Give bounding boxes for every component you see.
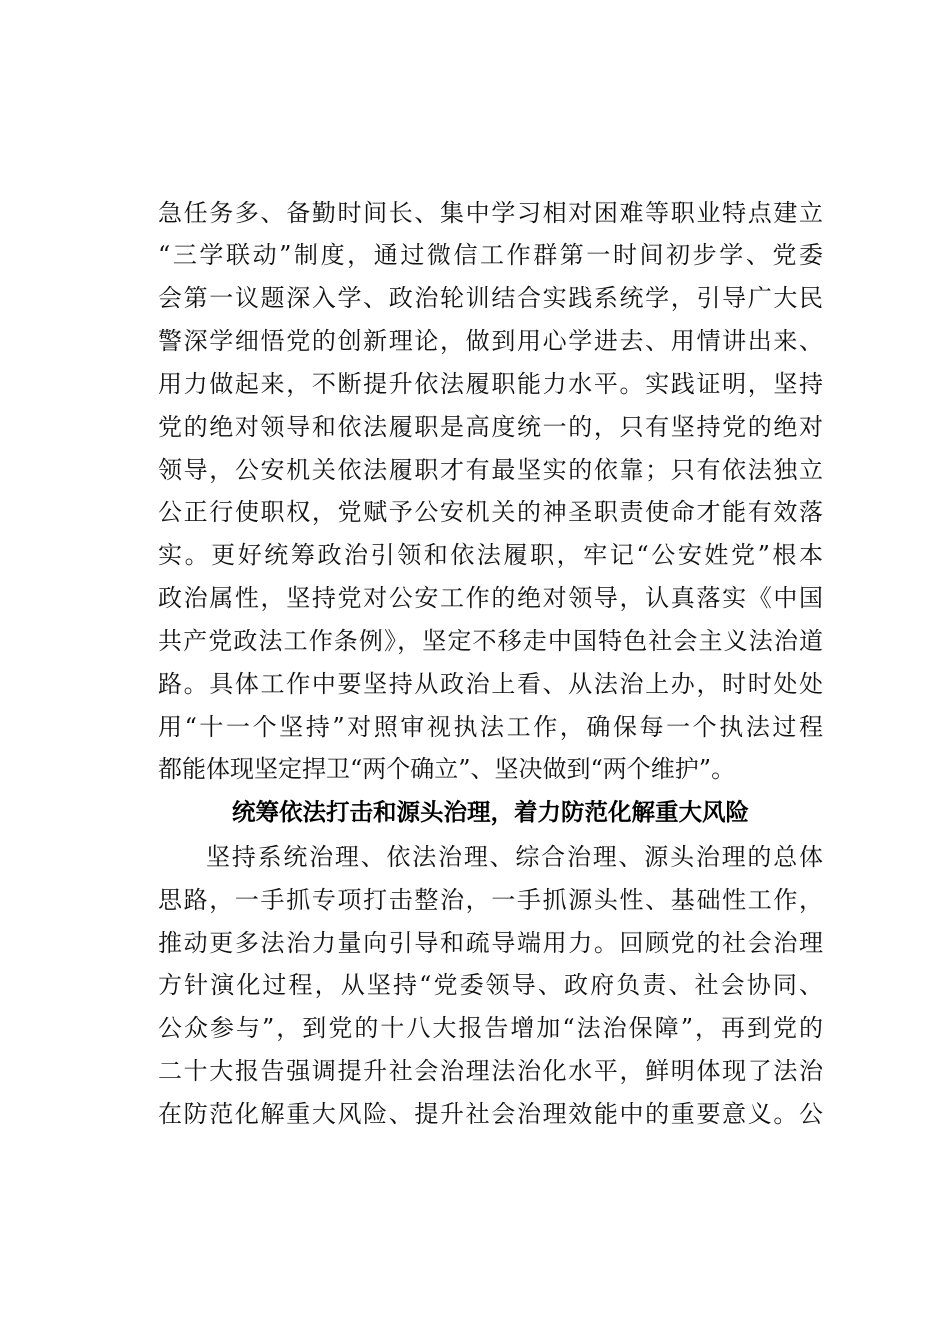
paragraph-1-line: 会第一议题深入学、政治轮训结合实践系统学，引导广大民 <box>158 284 823 312</box>
paragraph-1-line: 用力做起来，不断提升依法履职能力水平。实践证明，坚持 <box>158 370 823 398</box>
paragraph-2-line: 推动更多法治力量向引导和疏导端用力。回顾党的社会治理 <box>158 929 823 957</box>
paragraph-1-line: “三学联动”制度，通过微信工作群第一时间初步学、党委 <box>158 241 823 269</box>
paragraph-1-line: 政治属性，坚持党对公安工作的绝对领导，认真落实《中国 <box>158 584 823 612</box>
paragraph-2-line: 二十大报告强调提升社会治理法治化水平，鲜明体现了法治 <box>158 1057 823 1085</box>
paragraph-1-line: 实。更好统筹政治引领和依法履职，牢记“公安姓党”根本 <box>158 541 823 569</box>
paragraph-2-line: 在防范化解重大风险、提升社会治理效能中的重要意义。公 <box>158 1100 823 1128</box>
paragraph-2-line: 坚持系统治理、依法治理、综合治理、源头治理的总体 <box>206 843 823 871</box>
paragraph-1-line: 用“十一个坚持”对照审视执法工作，确保每一个执法过程 <box>158 713 823 741</box>
paragraph-1-line: 急任务多、备勤时间长、集中学习相对困难等职业特点建立 <box>158 199 823 227</box>
paragraph-2-line: 方针演化过程，从坚持“党委领导、政府负责、社会协同、 <box>158 971 823 999</box>
paragraph-1-line: 都能体现坚定捍卫“两个确立”、坚决做到“两个维护”。 <box>158 755 736 783</box>
paragraph-1-line: 公正行使职权，党赋予公安机关的神圣职责使命才能有效落 <box>158 498 823 526</box>
paragraph-2-line: 公众参与”，到党的十八大报告增加“法治保障”，再到党的 <box>158 1014 823 1042</box>
paragraph-1-line: 党的绝对领导和依法履职是高度统一的，只有坚持党的绝对 <box>158 413 823 441</box>
paragraph-2-line: 思路，一手抓专项打击整治，一手抓源头性、基础性工作， <box>158 886 823 914</box>
paragraph-1-line: 领导，公安机关依法履职才有最坚实的依靠；只有依法独立 <box>158 456 823 484</box>
section-heading: 统筹依法打击和源头治理，着力防范化解重大风险 <box>232 798 749 826</box>
paragraph-1-line: 警深学细悟党的创新理论，做到用心学进去、用情讲出来、 <box>158 327 823 355</box>
paragraph-1-line: 路。具体工作中要坚持从政治上看、从法治上办，时时处处 <box>158 670 823 698</box>
paragraph-1-line: 共产党政法工作条例》，坚定不移走中国特色社会主义法治道 <box>158 627 823 655</box>
